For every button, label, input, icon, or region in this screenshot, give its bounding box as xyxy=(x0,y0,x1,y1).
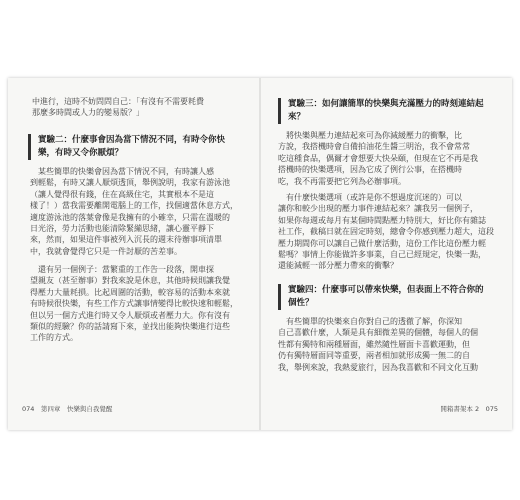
paragraph-continuation xyxy=(32,96,204,119)
text-line: 將快樂與壓力連結起來可為你減緩壓力的衝擊，比 xyxy=(278,131,462,140)
text-line: 自己喜歡什麼，人類是具有細微差異的個體，每個人的個 xyxy=(278,328,478,338)
section-heading-experiment-2 xyxy=(28,134,225,160)
heading-line: 實驗三：如何讓簡單的快樂與充滿壓力的時刻連結起 xyxy=(288,99,484,109)
page-number-right: 開箱書架本 2 075 xyxy=(440,405,498,413)
text-line: 適度游泳池的落葉會像是我擁有的小確幸，只需在溫暖的 xyxy=(30,212,230,222)
text-line: 中，我就會覺得它只是一件討厭的苦差事。 xyxy=(30,246,182,256)
text-line: 還能減輕一部分壓力帶來的衝擊？ xyxy=(278,261,398,271)
heading-line: 實驗四：什麼事可以帶來快樂，但表面上不符合你的 xyxy=(288,285,484,295)
heading-line: 實驗二：什麼事會因為當下情況不同，有時令你快 xyxy=(38,135,226,145)
text-line: 仍有獨特層面同等重要，兩者相加就形成獨一無二的自 xyxy=(278,351,470,361)
heading-line: 樂，有時又令你厭煩？ xyxy=(38,148,124,158)
paragraph-body-2 xyxy=(278,192,494,272)
text-line: 那麼多時間或人力的變易版？」 xyxy=(32,108,144,118)
text-line: （讓人覺得很有錢，住在高級住宅，其實根本不是這 xyxy=(30,189,214,199)
text-line: 樣了！）當我需要離開電腦上的工作，找個適當休息方式， xyxy=(30,201,238,211)
text-line: 吃這種食品，偶爾才會想要大快朵頤，但現在它不再是我 xyxy=(278,153,478,163)
text-line: 有時候很快樂，有些工作方式讓事情變得比較快速和輕鬆， xyxy=(30,299,238,309)
text-line: 壓力期間你可以讓自己做什麼活動，這份工作比這份壓力輕 xyxy=(278,238,486,248)
text-line: 還有另一個例子：當繁重的工作告一段落，開車探 xyxy=(30,265,214,274)
text-line: 鬆嗎？事情上你能做許多事業，自己已經規定，快樂一點， xyxy=(278,250,486,260)
text-line: 性都有獨特和兩種層面，雖然隨性層面卡喜歡運動，但 xyxy=(278,339,470,349)
paragraph-body-2 xyxy=(30,264,238,344)
page-number-left: 074 第四章 快樂與自我覺醒 xyxy=(22,405,113,413)
text-line: 有什麼快樂選項（或許是你不想過度沉迷的）可以 xyxy=(278,193,462,202)
text-line: 搭機時的快樂選項，因為它成了例行公事，在搭機時 xyxy=(278,165,462,175)
text-line: 如果你每週或每月有某個時間點壓力特別大，好比你有雜誌 xyxy=(278,215,486,225)
text-line: 我，舉例來說，我熱愛旅行，因為我喜歡和不同文化互動 xyxy=(278,362,478,372)
right-page xyxy=(260,78,512,430)
text-line: 某些簡單的快樂會因為當下情況不同，有時讓人感 xyxy=(30,167,214,176)
book-spread xyxy=(8,78,512,430)
text-line: 工作的方式。 xyxy=(30,333,78,343)
text-line: 得壓力大量耗損。比起周圍的活動，較容易的活動本來就 xyxy=(30,287,230,297)
left-page xyxy=(8,78,260,430)
text-line: 有些簡單的快樂來自你對自己的透徹了解，你深知 xyxy=(278,317,462,326)
text-line: 來，然而，如果這件事被列入沉長的週末待辦事項清單 xyxy=(30,235,222,245)
text-line: 日光浴，勞力活動也能清除緊繃思緒，讓心靈平靜下 xyxy=(30,224,214,234)
paragraph-body xyxy=(278,130,478,187)
text-line: 中進行，這時不妨問問自己：「有沒有不需要耗費 xyxy=(32,97,204,106)
text-line: 方說，我搭機時會自備拍油花生醬三明治，我不會常常 xyxy=(278,142,470,152)
text-line: 社工作，截稿日就在固定時刻，總會令你感到壓力超大，這段 xyxy=(278,227,494,237)
section-heading-experiment-4 xyxy=(278,284,484,310)
text-line: 到輕鬆，有時又讓人厭煩透頂，舉例說明，我家有游泳池 xyxy=(30,178,230,188)
text-line: 類似的經驗？你的話請寫下來，並找出能夠快樂進行這些 xyxy=(30,322,230,332)
paragraph-body-3 xyxy=(278,316,478,373)
text-line: 但以另一個方式進行時又令人厭煩或者壓力大。你有沒有 xyxy=(30,310,230,320)
heading-line: 來？ xyxy=(288,112,306,122)
text-line: 望親友（甚至辦事）對我來說是休息，其他時候則讓我覺 xyxy=(30,276,230,286)
paragraph-body xyxy=(30,166,238,257)
text-line: 吃，我不再需要把它列為必辦事項。 xyxy=(278,176,406,186)
heading-line: 個性？ xyxy=(288,298,314,308)
text-line: 讓你和較少出現的壓力事件連結起來？讓我另一個例子， xyxy=(278,204,478,214)
section-heading-experiment-3 xyxy=(278,98,484,124)
